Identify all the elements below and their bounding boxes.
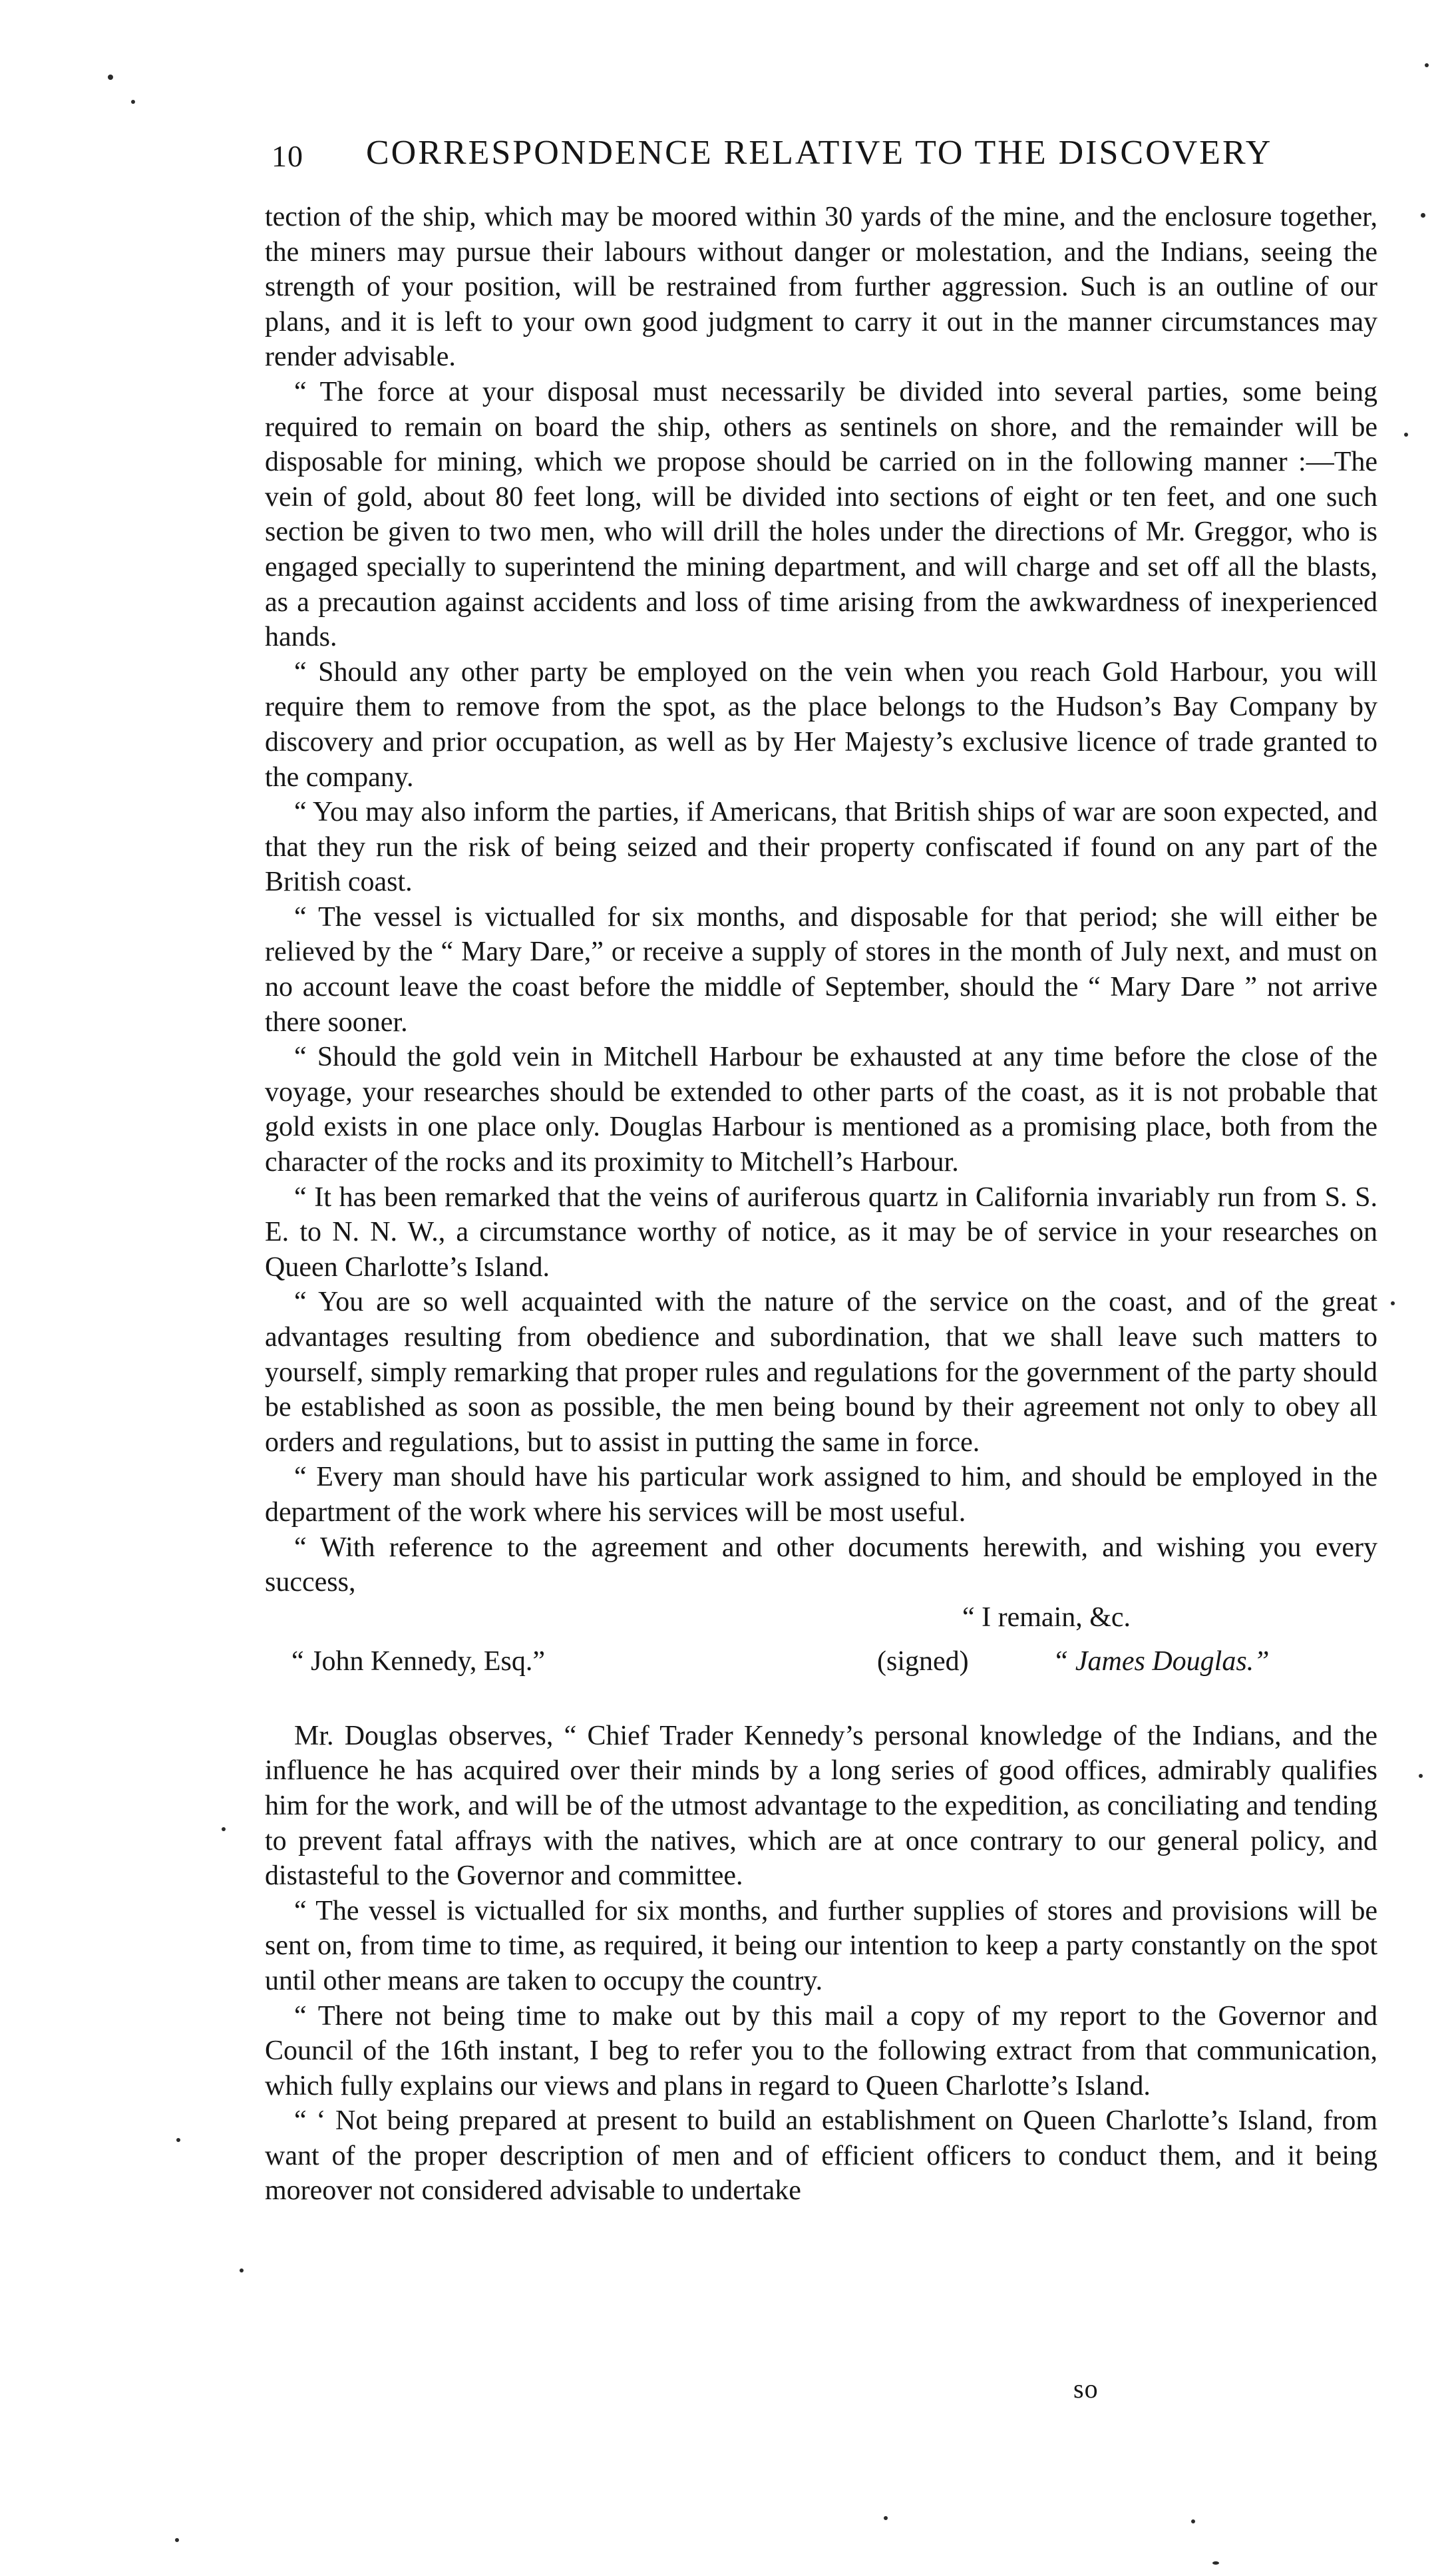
paragraph: tection of the ship, which may be moored within 30 yards of the mine, and the enclosure together, the miners may pursue their labours without danger or molestation, and the Indians, seeing the strength of your position, will be restrained from further aggression. Such is an outline of our plans, and it is left to your own good judgment to carry it out in the manner circumstances may render advisable. (265, 202, 1377, 373)
section-gap (265, 1692, 1377, 1719)
signature-block (265, 1600, 1377, 1692)
paragraph: “ There not being time to make out by this mail a copy of my report to the Governor and Council of the 16th instant, I beg to refer you to the following extract from that communication, which fully explains our views and plans in regard to Queen Charlotte’s Island. (265, 2000, 1377, 2101)
scan-speck (1404, 433, 1408, 437)
page-header (265, 133, 1377, 180)
paragraph: “ Every man should have his particular work assigned to him, and should be employed in the department of the work where his services will be most useful. (265, 1462, 1377, 1528)
paragraph: Mr. Douglas observes, “ Chief Trader Kennedy’s personal knowledge of the Indians, and the influence he has acquired over their minds by a long series of good offices, admirably qualifies him for the work, and will be of the utmost advantage to the expedition, as conciliating and tending to prevent fatal affrays with the natives, which are at once contrary to our general policy, and distasteful to the Governor and committee. (265, 1720, 1377, 1892)
scan-speck (884, 2516, 888, 2520)
body-text (265, 200, 1377, 2209)
scan-speck (175, 2538, 179, 2542)
paragraph: “ The force at your disposal must necessarily be divided into several parties, some being required to remain on board the ship, others as sentinels on shore, and the remainder will be disposable for mining, which we propose should be carried on in the following manner :—The vein of gold, about 80 feet long, will be divided into sections of eight or ten feet, and one such section be given to two men, who will drill the holes under the directions of Mr. Greggor, who is engaged specially to superintend the mining department, and will charge and set off all the blasts, as a precaution against accidents and loss of time arising from the awkwardness of inexperienced hands. (265, 376, 1377, 653)
catchword: so (1073, 2374, 1099, 2404)
scan-speck (240, 2268, 244, 2272)
scan-speck (131, 100, 135, 104)
scan-speck (222, 1827, 226, 1831)
signed-label: (signed) (877, 1645, 969, 1677)
paragraph: “ Should the gold vein in Mitchell Harbour be exhausted at any time before the close of the voyage, your researches should be extended to other parts of the coast, as it is not probable that gold exists in one place only. Douglas Harbour is mentioned as a promising place, both from the character of the rocks and its proximity to Mitchell’s Harbour. (265, 1042, 1377, 1178)
page (265, 133, 1377, 2209)
paragraph: “ The vessel is victualled for six months, and disposable for that period; she will either be relieved by the “ Mary Dare,” or receive a supply of stores in the month of July next, and must on no account leave the coast before the middle of September, should the “ Mary Dare ” not arrive there sooner. (265, 901, 1377, 1038)
paragraph: “ With reference to the agreement and other documents herewith, and wishing you every success, (265, 1532, 1377, 1598)
letter-addressee: “ John Kennedy, Esq.” (291, 1645, 546, 1677)
scan-speck (1212, 2561, 1219, 2565)
scan-speck (1191, 2519, 1195, 2523)
paragraph: “ You may also inform the parties, if Americans, that British ships of war are soon expected, and that they run the risk of being seized and their property confiscated if found on any part of the British coast. (265, 797, 1377, 898)
page-number: 10 (272, 139, 303, 173)
scan-speck (1391, 1301, 1395, 1305)
running-title: CORRESPONDENCE RELATIVE TO THE DISCOVERY (366, 134, 1273, 172)
letter-closing: “ I remain, &c. (962, 1602, 1131, 1633)
scan-speck (176, 2138, 180, 2142)
scan-speck (1421, 213, 1425, 218)
scan-speck (1419, 1774, 1423, 1778)
paragraph: “ Should any other party be employed on the vein when you reach Gold Harbour, you will require them to remove from the spot, as the place belongs to the Hudson’s Bay Company by discovery and prior occupation, as well as by Her Majesty’s exclusive licence of trade granted to the company. (265, 656, 1377, 793)
paragraph: “ The vessel is victualled for six months, and further supplies of stores and provisions will be sent on, from time to time, as required, it being our intention to keep a party constantly on the spot until other means are taken to occupy the country. (265, 1895, 1377, 1996)
paragraph: “ You are so well acquainted with the nature of the service on the coast, and of the great advantages resulting from obedience and subordination, that we shall leave such matters to yourself, simply remarking that proper rules and regulations for the government of the party should be established as soon as possible, the men being bound by their agreement not only to obey all orders and regulations, but to assist in putting the same in force. (265, 1287, 1377, 1458)
paragraph: “ It has been remarked that the veins of auriferous quartz in California invariably run from S. S. E. to N. N. W., a circumstance worthy of notice, as it may be of service in your researches on Queen Charlotte’s Island. (265, 1181, 1377, 1283)
letter-signature: “ James Douglas.” (1053, 1645, 1270, 1677)
scan-speck (108, 75, 113, 80)
paragraph: “ ‘ Not being prepared at present to build an establishment on Queen Charlotte’s Island, from want of the proper description of men and of efficient officers to conduct them, and it being moreover not considered advisable to undertake (265, 2105, 1377, 2207)
scan-speck (1425, 63, 1429, 67)
